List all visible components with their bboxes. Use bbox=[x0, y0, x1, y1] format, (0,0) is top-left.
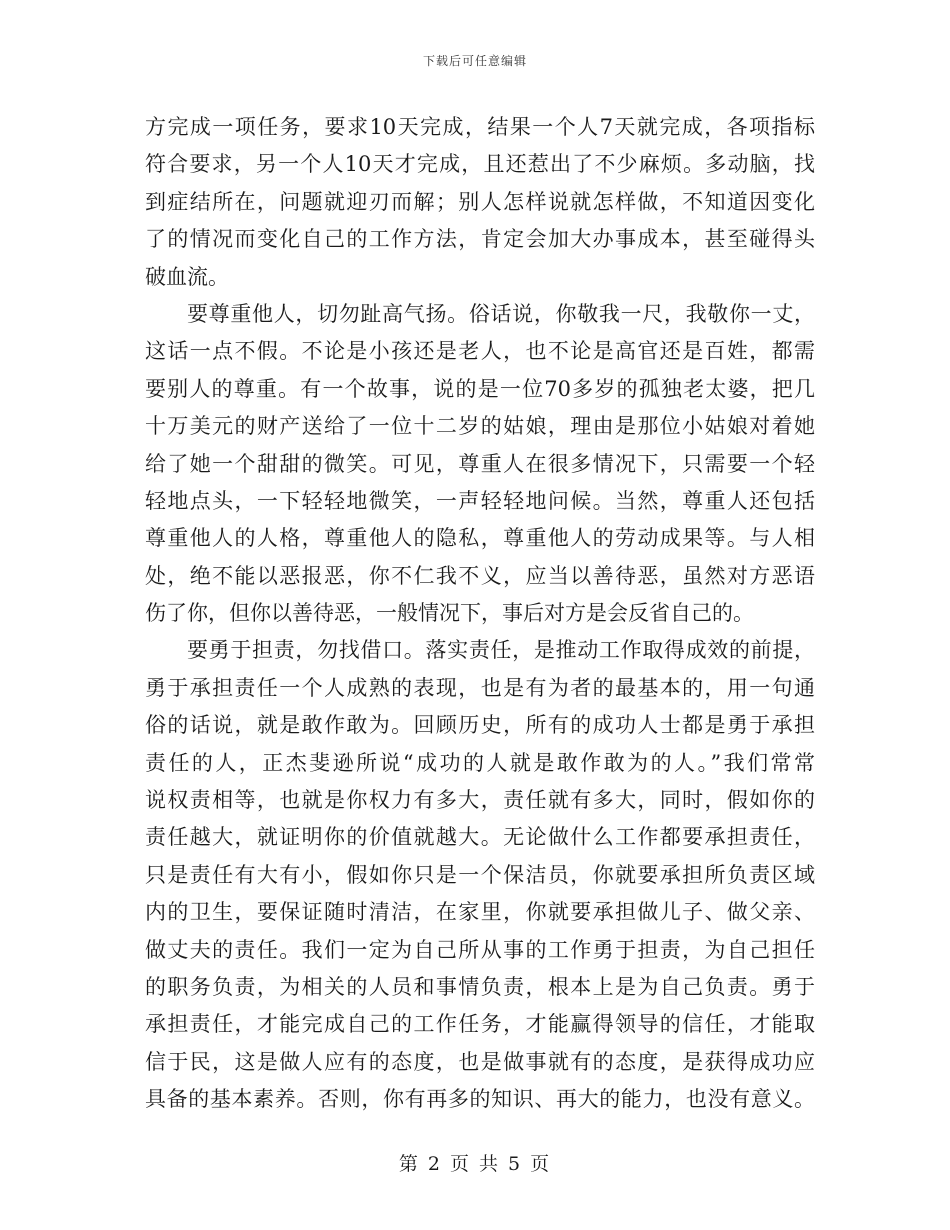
text-line: 符合要求，另一个人10天才完成，且还惹出了不少麻烦。多动脑，找 bbox=[145, 152, 815, 177]
text-line: 处，绝不能以恶报恶，你不仁我不义，应当以善待恶，虽然对方恶语 bbox=[145, 563, 815, 588]
text-line: 十万美元的财产送给了一位十二岁的姑娘，理由是那位小姑娘对着她 bbox=[145, 414, 815, 439]
text-line: 只是责任有大有小，假如你只是一个保洁员，你就要承担所负责区域 bbox=[145, 862, 815, 887]
text-line: 伤了你，但你以善待恶，一般情况下，事后对方是会反省自己的。 bbox=[145, 601, 754, 626]
text-line: 内的卫生，要保证随时清洁，在家里，你就要承担做儿子、做父亲、 bbox=[145, 900, 815, 925]
text-line: 这话一点不假。不论是小孩还是老人，也不论是高官还是百姓，都需 bbox=[145, 339, 815, 364]
text-line: 具备的基本素养。否则，你有再多的知识、再大的能力，也没有意义。 bbox=[145, 1087, 815, 1112]
page-header: 下载后可任意编辑 bbox=[422, 54, 527, 68]
page-footer: 第 2 页 共 5 页 bbox=[398, 1153, 552, 1175]
text-line: 俗的话说，就是敢作敢为。回顾历史，所有的成功人士都是勇于承担 bbox=[145, 713, 815, 738]
text-line: 要别人的尊重。有一个故事，说的是一位70多岁的孤独老太婆，把几 bbox=[145, 376, 815, 401]
text-line: 做丈夫的责任。我们一定为自己所从事的工作勇于担责，为自己担任 bbox=[145, 937, 815, 962]
text-line: 轻地点头，一下轻轻地微笑，一声轻轻地问候。当然，尊重人还包括 bbox=[145, 488, 815, 513]
document-body bbox=[145, 109, 815, 1119]
text-line: 说权责相等，也就是你权力有多大，责任就有多大，同时，假如你的 bbox=[145, 788, 815, 813]
text-line: 尊重他人的人格，尊重他人的隐私，尊重他人的劳动成果等。与人相 bbox=[145, 526, 815, 551]
text-line: 破血流。 bbox=[145, 264, 229, 289]
text-line: 要尊重他人，切勿趾高气扬。俗话说，你敬我一尺，我敬你一丈， bbox=[187, 301, 815, 326]
text-line: 的职务负责，为相关的人员和事情负责，根本上是为自己负责。勇于 bbox=[145, 974, 815, 999]
text-line: 信于民，这是做人应有的态度，也是做事就有的态度，是获得成功应 bbox=[145, 1049, 815, 1074]
text-line: 要勇于担责，勿找借口。落实责任，是推动工作取得成效的前提， bbox=[187, 638, 815, 663]
text-line: 责任越大，就证明你的价值就越大。无论做什么工作都要承担责任， bbox=[145, 825, 815, 850]
text-line: 了的情况而变化自己的工作方法，肯定会加大办事成本，甚至碰得头 bbox=[145, 227, 815, 252]
text-line: 给了她一个甜甜的微笑。可见，尊重人在很多情况下，只需要一个轻 bbox=[145, 451, 815, 476]
text-line: 责任的人，正杰斐逊所说“成功的人就是敢作敢为的人。”我们常常 bbox=[145, 750, 815, 775]
text-line: 到症结所在，问题就迎刃而解；别人怎样说就怎样做，不知道因变化 bbox=[145, 189, 815, 214]
text-line: 承担责任，才能完成自己的工作任务，才能赢得领导的信任，才能取 bbox=[145, 1012, 815, 1037]
text-line: 勇于承担责任一个人成熟的表现，也是有为者的最基本的，用一句通 bbox=[145, 675, 815, 700]
text-line: 方完成一项任务，要求10天完成，结果一个人7天就完成，各项指标 bbox=[145, 115, 815, 139]
